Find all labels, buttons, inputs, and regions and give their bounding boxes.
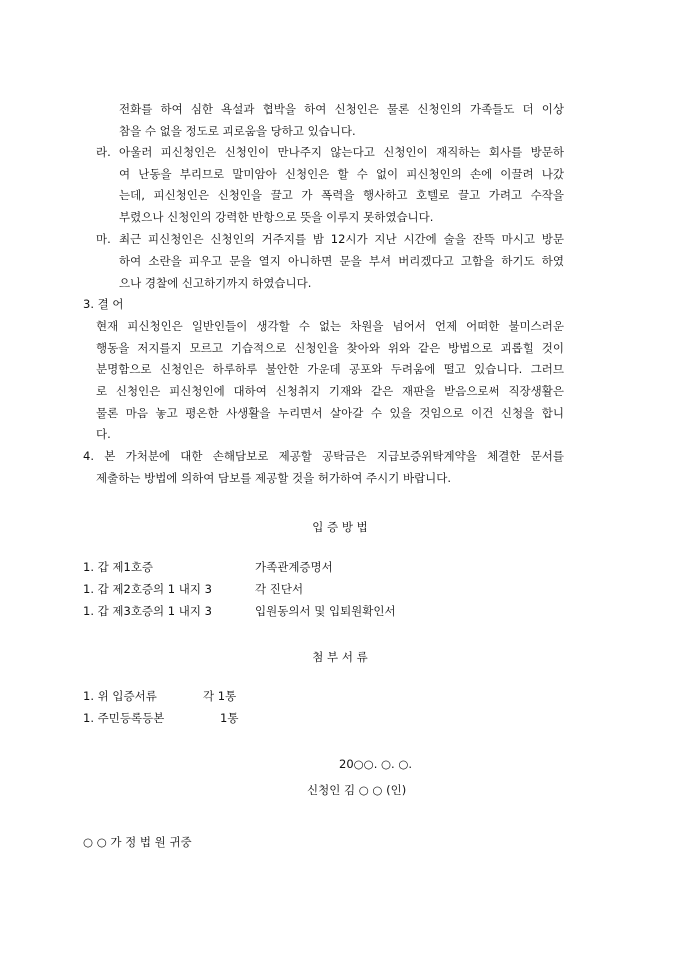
item-ma-line-2: 하여 소란을 피우고 문을 열지 아니하면 문을 부셔 버리겠다고 고함을 하기도 하였 <box>119 254 564 268</box>
evidence-item-1-label: 1. 갑 제1호증 <box>83 560 154 574</box>
item-ra-line-2: 여 난동을 부리므로 말미암아 신청인은 할 수 없이 피신청인의 손에 이끌려 나갔 <box>119 167 564 181</box>
evidence-heading: 입 증 방 법 <box>312 520 368 534</box>
item-ra-marker: 라. <box>96 145 111 159</box>
item-ma-line-1: 최근 피신청인은 신청인의 거주지를 밤 12시가 지난 시간에 술을 잔뜩 마시고 방문 <box>119 232 564 246</box>
evidence-item-2-label: 1. 갑 제2호증의 1 내지 3 <box>83 582 212 596</box>
attachment-item-1-count: 각 1통 <box>203 689 237 703</box>
section-3-line-1: 현재 피신청인은 일반인들이 생각할 수 없는 차원을 넘어서 언제 어떠한 불미스러운 <box>96 319 564 333</box>
section-3-line-3: 분명함으로 신청인은 하루하루 불안한 가운데 공포와 두려움에 떨고 있습니다. 그러므 <box>96 362 564 376</box>
section-3-line-2: 행동을 저지를지 모르고 기습적으로 신청인을 찾아와 위와 같은 방법으로 괴롭힐 것이 <box>96 341 564 355</box>
attachment-item-2-label: 1. 주민등록등본 <box>83 711 165 725</box>
section-3-line-5: 물론 마음 놓고 평온한 사생활을 누리면서 살아갈 수 있을 것임으로 이건 신청을 합니 <box>96 406 564 420</box>
applicant-signature: 신청인 김 ○ ○ (인) <box>307 783 407 797</box>
evidence-item-3-label: 1. 갑 제3호증의 1 내지 3 <box>83 604 212 618</box>
cont-line-1: 전화를 하여 심한 욕설과 협박을 하여 신청인은 물론 신청인의 가족들도 더 이상 <box>119 102 564 116</box>
item-ra-line-3: 는데, 피신청인은 신청인을 끌고 가 폭력을 행사하고 호텔로 끌고 가려고 수작을 <box>119 188 564 202</box>
item-ma-marker: 마. <box>96 232 111 246</box>
section-4-line-1: 4. 본 가처분에 대한 손해담보로 제공할 공탁금은 지급보증위탁계약을 체결한 문서를 <box>83 449 564 463</box>
section-3-line-4: 로 신청인은 피신청인에 대하여 신청취지 기재와 같은 재판을 받음으로써 직장생활은 <box>96 384 564 398</box>
attachment-item-2-count: 1통 <box>220 711 239 725</box>
item-ra-line-1: 아울러 피신청인은 신청인이 만나주지 않는다고 신청인이 재직하는 회사를 방문하 <box>119 145 564 159</box>
filing-date: 20○○. ○. ○. <box>339 757 413 771</box>
attachment-item-1-label: 1. 위 입증서류 <box>83 689 157 703</box>
cont-line-2: 참을 수 없을 정도로 괴로움을 당하고 있습니다. <box>119 124 356 138</box>
section-4-line-2: 제출하는 방법에 의하여 담보를 제공할 것을 허가하여 주시기 바랍니다. <box>96 471 452 485</box>
item-ma-line-3: 으나 경찰에 신고하기까지 하였습니다. <box>119 276 312 290</box>
item-ra-line-4: 부렸으나 신청인의 강력한 반항으로 뜻을 이루지 못하였습니다. <box>119 210 434 224</box>
evidence-item-2-desc: 각 진단서 <box>255 582 304 596</box>
evidence-item-1-desc: 가족관계증명서 <box>255 560 333 574</box>
court-addressee: ○ ○ 가 정 법 원 귀중 <box>83 835 192 849</box>
section-3-line-6: 다. <box>96 427 111 441</box>
attachments-heading: 첨 부 서 류 <box>312 650 368 664</box>
evidence-item-3-desc: 입원동의서 및 입퇴원확인서 <box>255 604 396 618</box>
section-3-heading: 3. 결 어 <box>83 297 124 311</box>
